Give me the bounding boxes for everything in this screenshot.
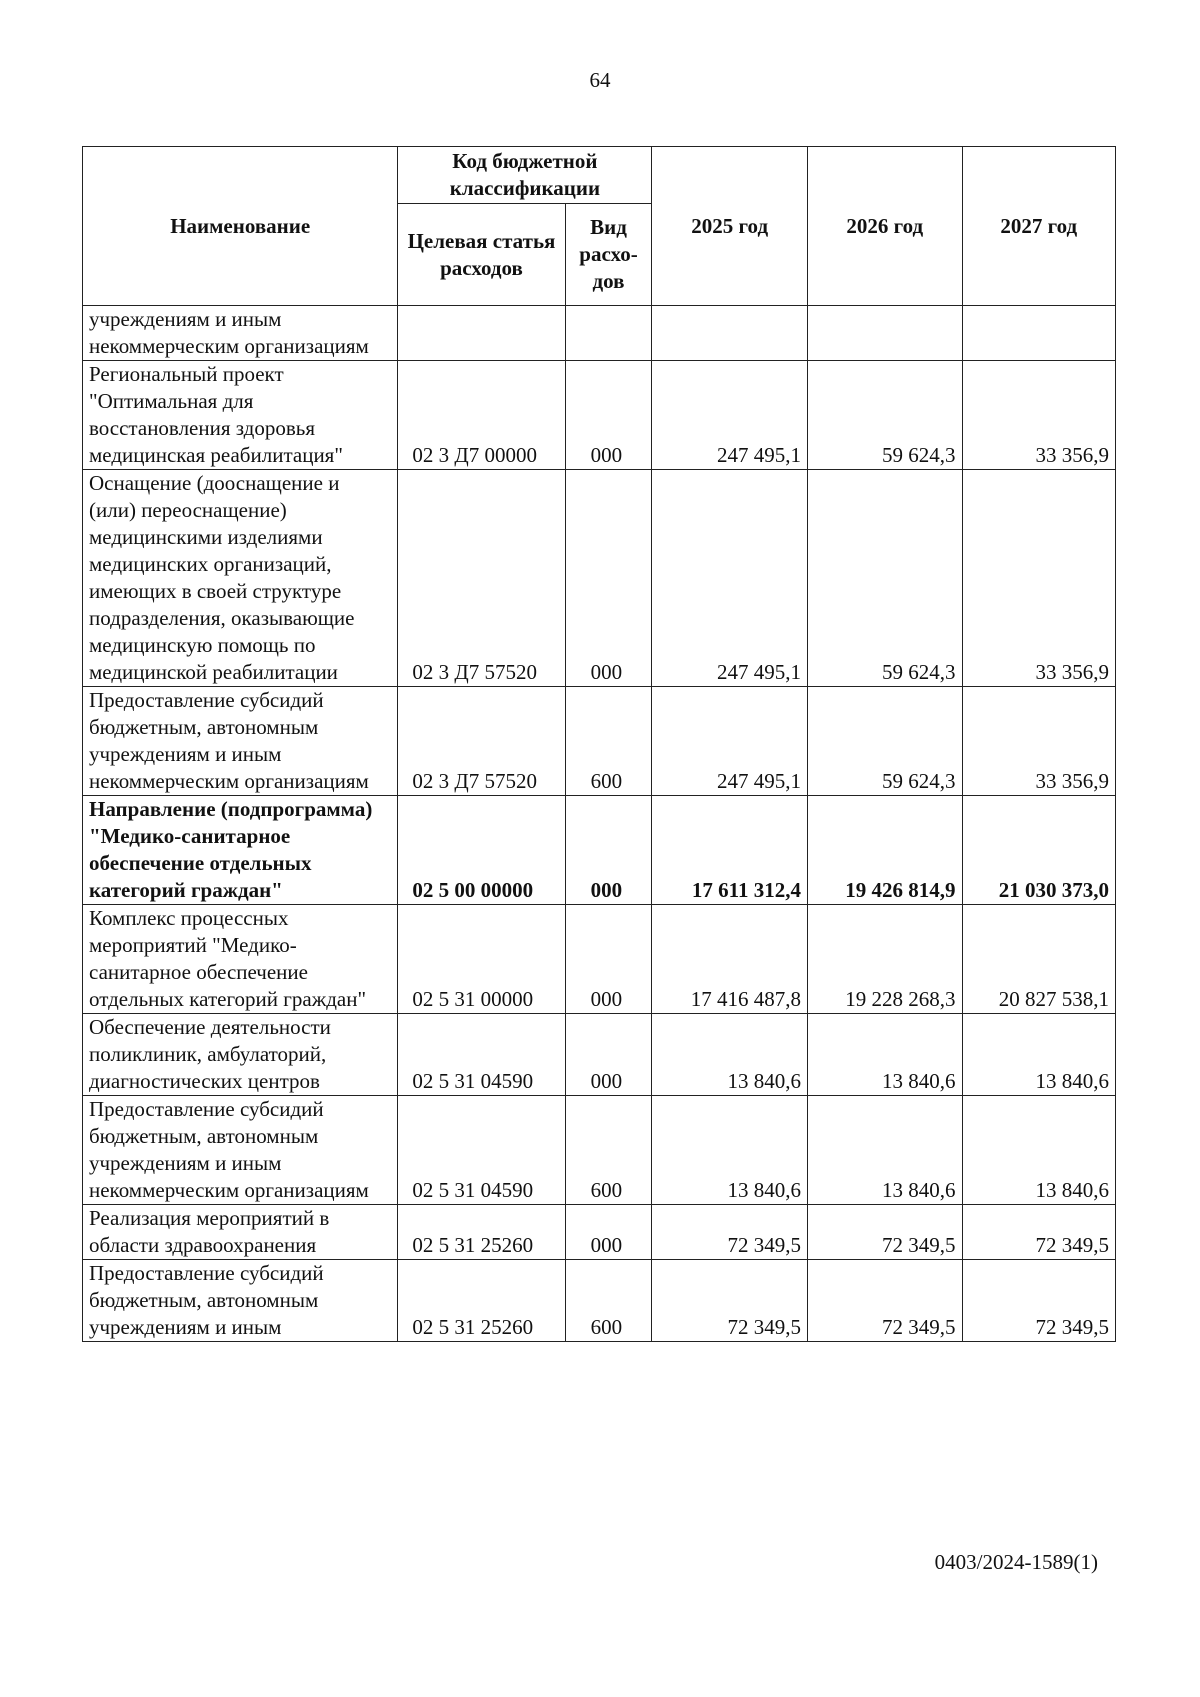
value-2027-cell: 72 349,5 xyxy=(962,1205,1116,1260)
page-number: 64 xyxy=(589,68,611,92)
row-name-cell: Оснащение (дооснащение и (или) переоснащение) медицинскими изделиями медицинских организаций, имеющих в своей структуре подразделения, оказывающие медицинскую помощь по медицинской реабилитации xyxy=(83,470,398,687)
target-article-cell: 02 3 Д7 00000 xyxy=(398,361,565,470)
value-2027-cell: 13 840,6 xyxy=(962,1014,1116,1096)
row-name-cell: Реализация мероприятий в области здравоохранения xyxy=(83,1205,398,1260)
table-row xyxy=(83,306,1116,361)
target-article-cell: 02 5 31 00000 xyxy=(398,905,565,1014)
value-2027-cell: 13 840,6 xyxy=(962,1096,1116,1205)
header-2027: 2027 год xyxy=(962,147,1116,306)
row-name-cell: Предоставление субсидий бюджетным, автономным учреждениям и иным xyxy=(83,1260,398,1342)
table-row xyxy=(83,1096,1116,1205)
value-2027-cell xyxy=(962,306,1116,361)
value-2025-cell: 17 611 312,4 xyxy=(652,796,808,905)
expense-type-cell: 000 xyxy=(565,905,652,1014)
target-article-cell: 02 5 00 00000 xyxy=(398,796,565,905)
value-2026-cell: 19 426 814,9 xyxy=(807,796,962,905)
header-kbk: Код бюджетной классификации xyxy=(398,147,652,204)
value-2025-cell: 72 349,5 xyxy=(652,1260,808,1342)
header-name: Наименование xyxy=(83,147,398,306)
budget-table xyxy=(82,146,1116,1342)
value-2025-cell: 72 349,5 xyxy=(652,1205,808,1260)
value-2027-cell: 33 356,9 xyxy=(962,470,1116,687)
expense-type-cell: 000 xyxy=(565,470,652,687)
target-article-cell: 02 5 31 04590 xyxy=(398,1014,565,1096)
value-2026-cell: 19 228 268,3 xyxy=(807,905,962,1014)
value-2027-cell: 72 349,5 xyxy=(962,1260,1116,1342)
table-row xyxy=(83,905,1116,1014)
value-2025-cell: 13 840,6 xyxy=(652,1014,808,1096)
expense-type-cell: 000 xyxy=(565,361,652,470)
expense-type-cell xyxy=(565,306,652,361)
row-name-cell: Обеспечение деятельности поликлиник, амбулаторий, диагностических центров xyxy=(83,1014,398,1096)
target-article-cell: 02 5 31 25260 xyxy=(398,1205,565,1260)
table-row xyxy=(83,796,1116,905)
value-2026-cell: 13 840,6 xyxy=(807,1014,962,1096)
table-row xyxy=(83,361,1116,470)
row-name-cell: Комплекс процессных мероприятий "Медико-санитарное обеспечение отдельных категорий граждан" xyxy=(83,905,398,1014)
value-2026-cell: 59 624,3 xyxy=(807,470,962,687)
row-name-cell: Направление (подпрограмма) "Медико-санитарное обеспечение отдельных категорий граждан" xyxy=(83,796,398,905)
table-row xyxy=(83,687,1116,796)
value-2026-cell xyxy=(807,306,962,361)
row-name-cell: Предоставление субсидий бюджетным, автономным учреждениям и иным некоммерческим организациям xyxy=(83,687,398,796)
target-article-cell: 02 5 31 25260 xyxy=(398,1260,565,1342)
table-row xyxy=(83,1014,1116,1096)
value-2025-cell: 17 416 487,8 xyxy=(652,905,808,1014)
expense-type-cell: 600 xyxy=(565,687,652,796)
table-row xyxy=(83,1260,1116,1342)
header-2026: 2026 год xyxy=(807,147,962,306)
value-2025-cell: 247 495,1 xyxy=(652,687,808,796)
expense-type-cell: 600 xyxy=(565,1260,652,1342)
table-row xyxy=(83,1205,1116,1260)
header-2025: 2025 год xyxy=(652,147,808,306)
value-2026-cell: 13 840,6 xyxy=(807,1096,962,1205)
value-2026-cell: 72 349,5 xyxy=(807,1260,962,1342)
target-article-cell xyxy=(398,306,565,361)
header-expense-type: Вид расхо-дов xyxy=(565,204,652,306)
table-body xyxy=(83,306,1116,1342)
value-2025-cell: 247 495,1 xyxy=(652,470,808,687)
target-article-cell: 02 5 31 04590 xyxy=(398,1096,565,1205)
row-name-cell: Региональный проект "Оптимальная для восстановления здоровья медицинская реабилитация" xyxy=(83,361,398,470)
value-2025-cell: 13 840,6 xyxy=(652,1096,808,1205)
value-2025-cell: 247 495,1 xyxy=(652,361,808,470)
value-2027-cell: 20 827 538,1 xyxy=(962,905,1116,1014)
expense-type-cell: 000 xyxy=(565,1205,652,1260)
row-name-cell: учреждениям и иным некоммерческим организациям xyxy=(83,306,398,361)
target-article-cell: 02 3 Д7 57520 xyxy=(398,470,565,687)
row-name-cell: Предоставление субсидий бюджетным, автономным учреждениям и иным некоммерческим организациям xyxy=(83,1096,398,1205)
header-target-article: Целевая статья расходов xyxy=(398,204,565,306)
table-row xyxy=(83,470,1116,687)
header-row-top xyxy=(83,147,1116,204)
target-article-cell: 02 3 Д7 57520 xyxy=(398,687,565,796)
value-2026-cell: 59 624,3 xyxy=(807,361,962,470)
document-code: 0403/2024-1589(1) xyxy=(934,1550,1098,1574)
expense-type-cell: 000 xyxy=(565,796,652,905)
value-2026-cell: 59 624,3 xyxy=(807,687,962,796)
value-2027-cell: 21 030 373,0 xyxy=(962,796,1116,905)
value-2027-cell: 33 356,9 xyxy=(962,687,1116,796)
value-2026-cell: 72 349,5 xyxy=(807,1205,962,1260)
expense-type-cell: 000 xyxy=(565,1014,652,1096)
value-2027-cell: 33 356,9 xyxy=(962,361,1116,470)
value-2025-cell xyxy=(652,306,808,361)
expense-type-cell: 600 xyxy=(565,1096,652,1205)
